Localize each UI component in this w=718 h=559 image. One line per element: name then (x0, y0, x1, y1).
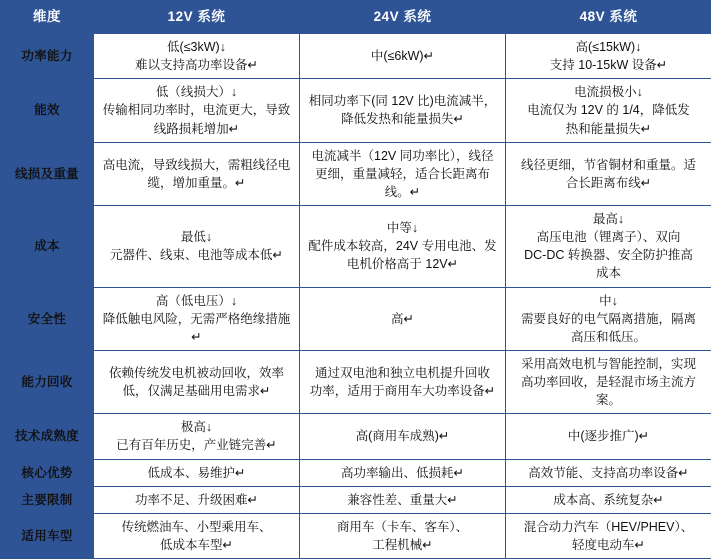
row-label: 成本 (1, 206, 94, 288)
column-header-12v: 12V 系统 (94, 1, 300, 34)
cell-line: 已有百年历史，产业链完善↵ (116, 438, 277, 453)
table-cell (506, 513, 712, 558)
cell-line: 中↓ (599, 293, 618, 308)
table-cell (506, 206, 712, 288)
table-cell (94, 486, 300, 513)
cell-line: 传输相同功率时，电流更大，导致 (102, 103, 291, 118)
cell-line: 中等↓ (386, 221, 419, 236)
column-header-24v: 24V 系统 (300, 1, 506, 34)
column-header-48v: 48V 系统 (506, 1, 712, 34)
cell-line: 传统燃油车、小型乘用车、 (121, 519, 272, 534)
cell-line: 降低触电风险，无需严格绝缘措施↵ (102, 311, 291, 344)
cell-line: 中(≤6kW)↵ (370, 49, 435, 64)
cell-line: 极高↓ (180, 420, 213, 435)
cell-line: 电机价格高于 12V↵ (346, 257, 459, 272)
cell-line: 低（线损大）↓ (155, 85, 238, 100)
cell-line: 电流仅为 12V 的 1/4，降低发 (527, 103, 690, 118)
page-edge (711, 0, 718, 559)
cell-line: 轻度电动车↵ (572, 537, 645, 552)
cell-line: 低成本车型↵ (160, 537, 233, 552)
table-cell (94, 79, 300, 142)
table-row (1, 142, 712, 205)
table-cell (94, 459, 300, 486)
table-cell (506, 287, 712, 350)
cell-line: 中(逐步推广)↵ (567, 429, 650, 444)
cell-line: 低，仅满足基础用电需求↵ (122, 384, 271, 399)
cell-line: 商用车（卡车、客车）、 (336, 519, 469, 534)
table-cell (300, 459, 506, 486)
cell-line: 通过双电池和独立电机提升回收 (314, 365, 490, 380)
table-cell (506, 414, 712, 459)
table-cell (94, 142, 300, 205)
row-label: 线损及重量 (1, 142, 94, 205)
row-label: 核心优势 (1, 459, 94, 486)
cell-line: 线路损耗增加↵ (153, 121, 240, 136)
row-label: 安全性 (1, 287, 94, 350)
table-cell (94, 287, 300, 350)
table-cell (300, 486, 506, 513)
table-cell (506, 34, 712, 79)
cell-line: 线径更细，节省铜材和重量。适 (520, 157, 696, 172)
table-cell (300, 206, 506, 288)
table-row (1, 414, 712, 459)
table-cell (300, 142, 506, 205)
table-cell (94, 350, 300, 413)
row-label: 能效 (1, 79, 94, 142)
cell-line: 采用高效电机与智能控制，实现 (520, 356, 696, 371)
cell-line: 合长距离布线↵ (565, 175, 652, 190)
cell-line: 缆，增加重量。↵ (147, 175, 246, 190)
table-row (1, 34, 712, 79)
cell-line: 高功率输出、低损耗↵ (341, 465, 464, 480)
cell-line: DC-DC 转换器、安全防护推高 (524, 248, 693, 263)
cell-line: 功率不足、升级困难↵ (135, 492, 258, 507)
cell-line: 高电流，导致线损大，需粗线径电 (102, 157, 291, 172)
cell-line: 高效节能、支持高功率设备↵ (528, 465, 689, 480)
row-label: 主要限制 (1, 486, 94, 513)
cell-line: 相同功率下(同 12V 比)电流减半， (308, 94, 497, 109)
cell-line: 成本高、系统复杂↵ (553, 492, 664, 507)
cell-line: 高(商用车成熟)↵ (355, 429, 450, 444)
column-header-dimension: 维度 (1, 1, 94, 34)
table-cell (506, 350, 712, 413)
table-row (1, 486, 712, 513)
cell-line: 降低发热和能量损失↵ (341, 112, 464, 127)
table-body (1, 34, 712, 559)
table-row (1, 513, 712, 558)
row-label: 适用车型 (1, 513, 94, 558)
cell-line: 元器件、线束、电池等成本低↵ (110, 248, 283, 263)
table-row (1, 287, 712, 350)
table-cell (506, 486, 712, 513)
table-row (1, 350, 712, 413)
table-cell (506, 459, 712, 486)
cell-line: 依赖传统发电机被动回收，效率 (108, 365, 284, 380)
cell-line: 高↵ (391, 311, 414, 326)
cell-line: 功率，适用于商用车大功率设备↵ (309, 384, 496, 399)
row-label: 能力回收 (1, 350, 94, 413)
cell-line: 更细，重量减轻，适合长距离布线。↵ (314, 166, 490, 199)
row-label: 功率能力 (1, 34, 94, 79)
cell-line: 低(≤3kW)↓ (167, 40, 226, 54)
table-cell (506, 142, 712, 205)
cell-line: 配件成本较高，24V 专用电池、发 (308, 239, 497, 254)
table-cell (300, 350, 506, 413)
cell-line: 支持 10-15kW 设备↵ (549, 58, 668, 73)
cell-line: 兼容性差、重量大↵ (347, 492, 458, 507)
cell-line: 高(≤15kW)↓ (575, 40, 642, 54)
cell-line: 最低↓ (180, 230, 213, 245)
cell-line: 高（低电压）↓ (155, 293, 238, 308)
table-cell (94, 206, 300, 288)
table-cell (300, 287, 506, 350)
table-cell (94, 34, 300, 79)
table-cell (94, 513, 300, 558)
table-row (1, 206, 712, 288)
table-cell (506, 79, 712, 142)
cell-line: 高压电池（锂离子）、双向 (536, 230, 681, 245)
table-row (1, 459, 712, 486)
table-header-row (1, 1, 712, 34)
table-cell (300, 34, 506, 79)
cell-line: 工程机械↵ (372, 537, 433, 552)
cell-line: 需要良好的电气隔离措施，隔离 (520, 311, 696, 326)
cell-line: 电流损极小↓ (574, 85, 643, 100)
cell-line: 最高↓ (592, 212, 625, 226)
table-cell (300, 79, 506, 142)
cell-line: 难以支持高功率设备↵ (135, 58, 258, 73)
table-row (1, 79, 712, 142)
table-cell (94, 414, 300, 459)
cell-line: 高压和低压。 (570, 329, 646, 344)
cell-line: 高功率回收，是轻混市场主流方 (520, 375, 696, 389)
table-cell (300, 414, 506, 459)
row-label: 技术成熟度 (1, 414, 94, 459)
cell-line: 低成本、易维护↵ (147, 465, 246, 480)
cell-line: 混合动力汽车（HEV/PHEV）、 (523, 519, 694, 534)
table-cell (300, 513, 506, 558)
cell-line: 电流减半（12V 同功率比），线径 (311, 148, 494, 163)
cell-line: 热和能量损失↵ (565, 121, 652, 136)
cell-line: 成本 (595, 266, 621, 281)
cell-line: 案。 (595, 393, 621, 408)
